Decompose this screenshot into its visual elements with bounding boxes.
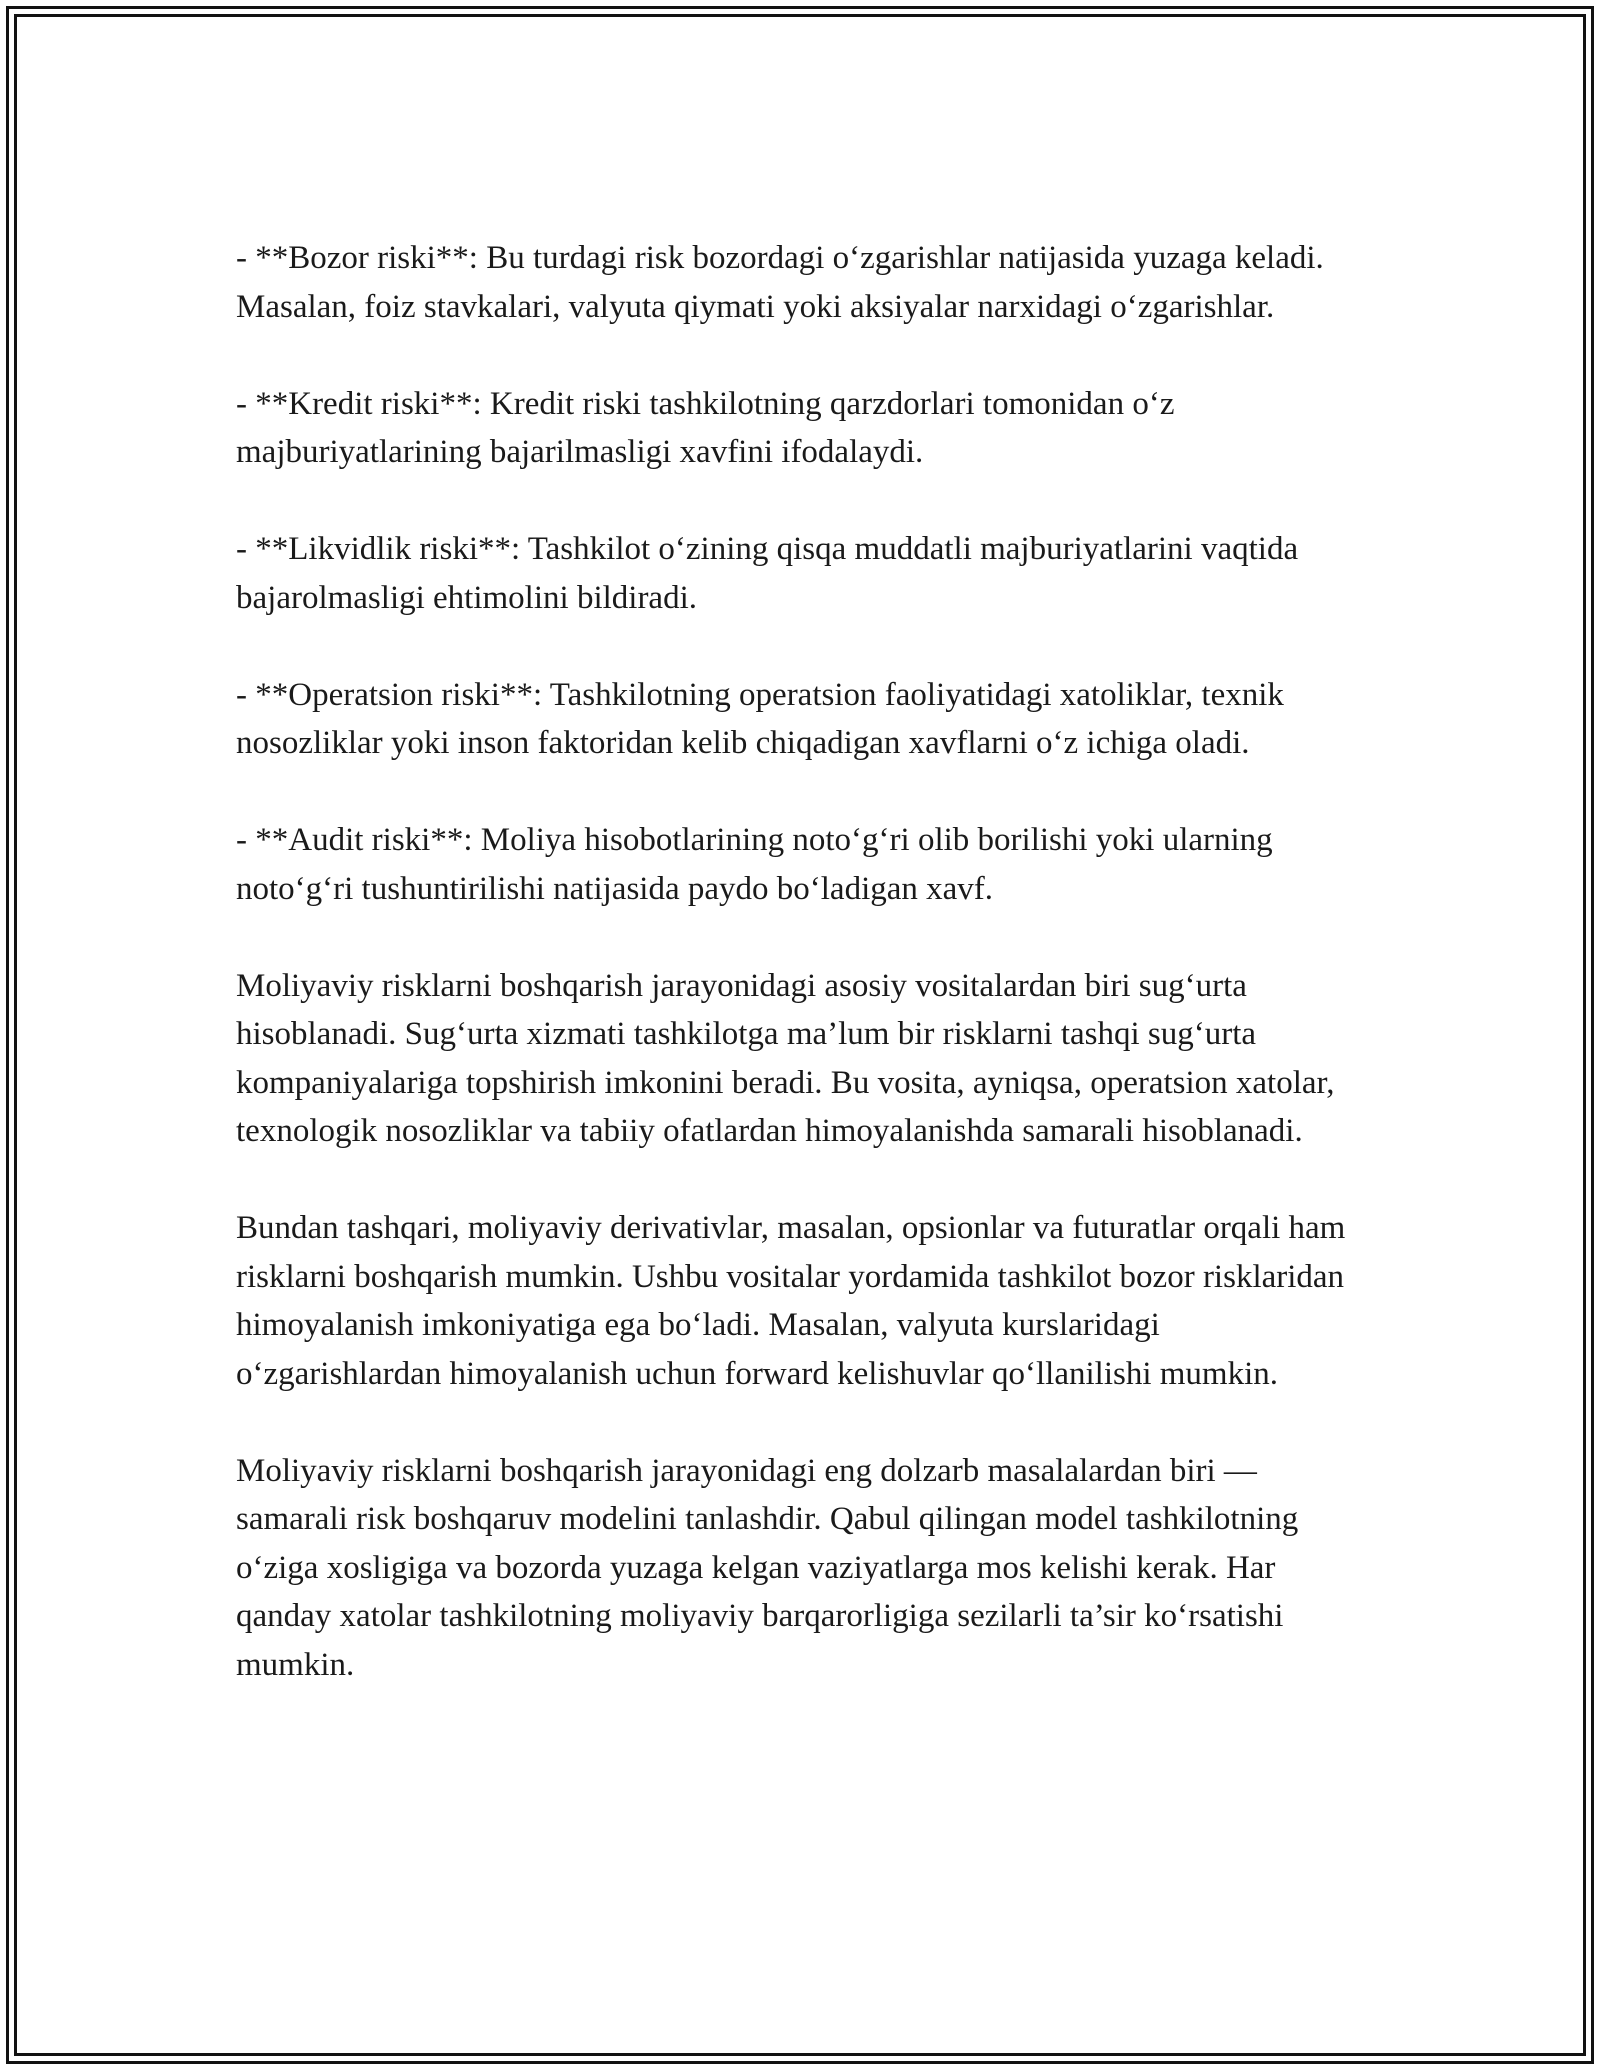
paragraph-derivativlar: Bundan tashqari, moliyaviy derivativlar, masalan, opsionlar va futuratlar orqali ham risklarni boshqarish mumkin. Ushbu vositalar yordamida tashkilot bozor risklaridan himoyalanish imkoniyatiga ega bo‘ladi. Masalan, valyuta kurslaridagi o‘zgarishlardan himoyalanish uchun forward kelishuvlar qo‘llanilishi mumkin. xyxy=(236,1210,1346,1392)
paragraph-operatsion-riski: - **Operatsion riski**: Tashkilotning operatsion faoliyatidagi xatoliklar, texnik nosozliklar yoki inson faktoridan kelib chiqadigan xavflarni o‘z ichiga oladi. xyxy=(236,676,1284,761)
document-body xyxy=(236,234,1366,1689)
paragraph-likvidlik-riski: - **Likvidlik riski**: Tashkilot o‘zining qisqa muddatli majburiyatlarini vaqtida bajarolmasligi ehtimolini bildiradi. xyxy=(236,531,1299,616)
paragraph-audit-riski: - **Audit riski**: Moliya hisobotlarining noto‘g‘ri olib borilishi yoki ularning noto‘g‘ri tushuntirilishi natijasida paydo bo‘ladigan xavf. xyxy=(236,822,1273,907)
paragraph-kredit-riski: - **Kredit riski**: Kredit riski tashkilotning qarzdorlari tomonidan o‘z majburiyatlarining bajarilmasligi xavfini ifodalaydi. xyxy=(236,385,1175,470)
paragraph-risk-model: Moliyaviy risklarni boshqarish jarayonidagi eng dolzarb masalalardan biri — samarali risk boshqaruv modelini tanlashdir. Qabul qilingan model tashkilotning o‘ziga xosligiga va bozorda yuzaga kelgan vaziyatlarga mos kelishi kerak. Har qanday xatolar tashkilotning moliyaviy barqarorligiga sezilarli ta’sir ko‘rsatishi mumkin. xyxy=(236,1452,1299,1683)
paragraph-bozor-riski: - **Bozor riski**: Bu turdagi risk bozordagi o‘zgarishlar natijasida yuzaga keladi. Masalan, foiz stavkalari, valyuta qiymati yoki aksiyalar narxidagi o‘zgarishlar. xyxy=(236,240,1324,325)
paragraph-sugurta: Moliyaviy risklarni boshqarish jarayonidagi asosiy vositalardan biri sug‘urta hisoblanadi. Sug‘urta xizmati tashkilotga ma’lum bir risklarni tashqi sug‘urta kompaniyalariga topshirish imkonini beradi. Bu vosita, ayniqsa, operatsion xatolar, texnologik nosozliklar va tabiiy ofatlardan himoyalanishda samarali hisoblanadi. xyxy=(236,967,1335,1149)
